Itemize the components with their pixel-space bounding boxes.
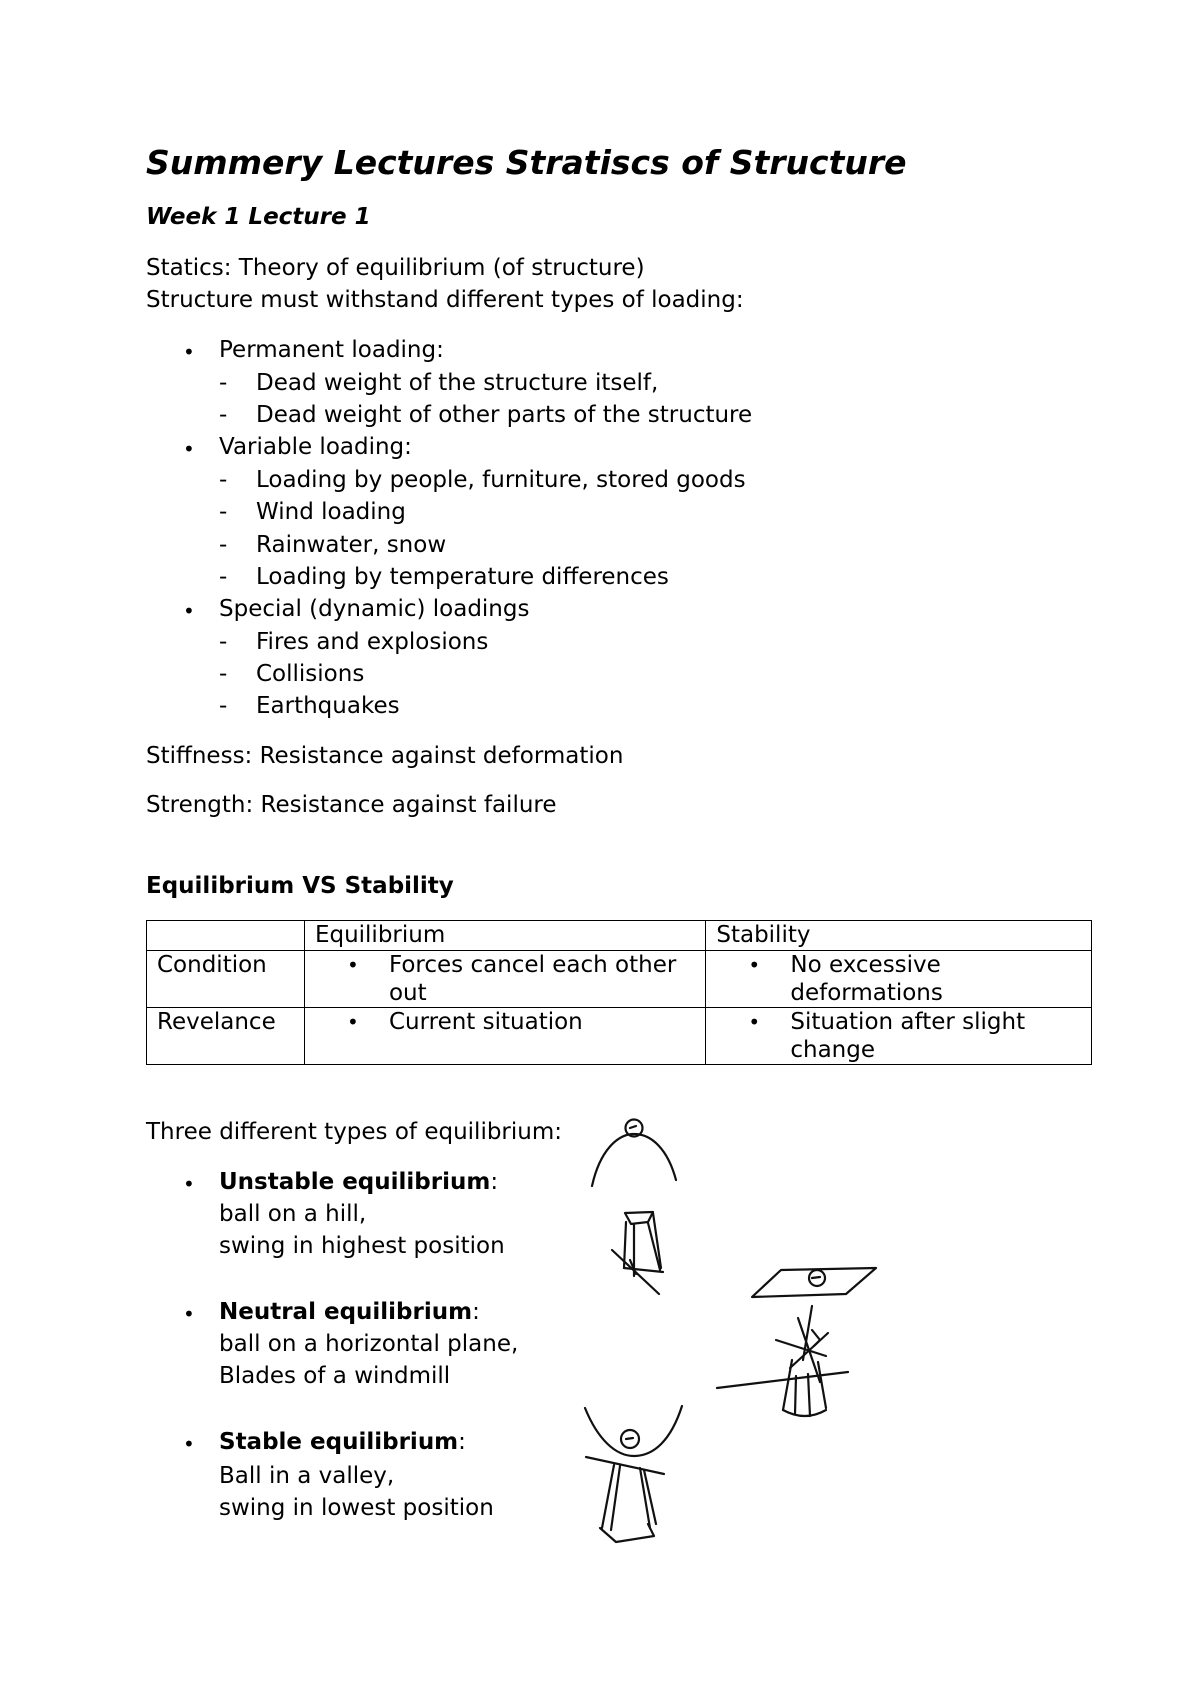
ball-on-hill-icon bbox=[592, 1120, 676, 1187]
loading-type-label: Permanent loading: bbox=[219, 337, 444, 363]
loading-item: Earthquakes bbox=[256, 693, 400, 719]
table-header-cell: Stability bbox=[706, 921, 1092, 951]
loading-item: Loading by people, furniture, stored goods bbox=[256, 467, 746, 493]
stiffness-definition: Stiffness: Resistance against deformation bbox=[146, 743, 624, 769]
dash-icon: - bbox=[219, 402, 228, 428]
dash-icon: - bbox=[219, 532, 228, 558]
dash-icon: - bbox=[219, 564, 228, 590]
bullet-icon: • bbox=[748, 1010, 761, 1034]
bullet-icon: • bbox=[748, 953, 761, 977]
document-title: Summery Lectures Stratiscs of Structure bbox=[146, 143, 907, 182]
equilibrium-type-name: Stable equilibrium bbox=[219, 1429, 459, 1455]
equilibrium-example: Blades of a windmill bbox=[219, 1363, 451, 1389]
equilibrium-example: ball on a horizontal plane, bbox=[219, 1331, 519, 1357]
loading-item: Wind loading bbox=[256, 499, 406, 525]
strength-definition: Strength: Resistance against failure bbox=[146, 792, 557, 818]
swing-low-icon bbox=[586, 1457, 664, 1542]
colon: : bbox=[490, 1169, 499, 1195]
row-label: Condition bbox=[147, 951, 305, 1008]
loading-item: Dead weight of other parts of the structure bbox=[256, 402, 753, 428]
dash-icon: - bbox=[219, 629, 228, 655]
bullet-icon: • bbox=[183, 599, 195, 623]
dash-icon: - bbox=[219, 661, 228, 687]
row-label: Revelance bbox=[147, 1008, 305, 1065]
ball-on-plane-icon bbox=[752, 1268, 876, 1297]
section-heading: Equilibrium VS Stability bbox=[146, 873, 454, 899]
bullet-icon: • bbox=[183, 437, 195, 461]
types-intro: Three different types of equilibrium: bbox=[146, 1119, 563, 1145]
loading-item: Dead weight of the structure itself, bbox=[256, 370, 659, 396]
loading-item: Collisions bbox=[256, 661, 365, 687]
equilibrium-example: Ball in a valley, bbox=[219, 1463, 395, 1489]
bullet-icon: • bbox=[183, 1172, 195, 1196]
cell-text: Forces cancel each other out bbox=[388, 952, 677, 1006]
bullet-icon: • bbox=[183, 340, 195, 364]
dash-icon: - bbox=[219, 499, 228, 525]
loading-item: Rainwater, snow bbox=[256, 532, 447, 558]
colon: : bbox=[458, 1429, 466, 1455]
swing-high-icon bbox=[612, 1212, 663, 1294]
bullet-icon: • bbox=[346, 1010, 359, 1034]
equilibrium-type-name: Unstable equilibrium bbox=[219, 1169, 491, 1195]
equilibrium-type-name: Neutral equilibrium bbox=[219, 1299, 473, 1325]
loading-type-label: Variable loading: bbox=[219, 434, 412, 460]
equilibrium-example: ball on a hill, bbox=[219, 1201, 367, 1227]
dash-icon: - bbox=[219, 467, 228, 493]
intro-structure: Structure must withstand different types of loading: bbox=[146, 287, 744, 313]
colon: : bbox=[472, 1299, 480, 1325]
windmill-icon bbox=[717, 1306, 848, 1416]
bullet-icon: • bbox=[346, 953, 359, 977]
cell-text: No excessive deformations bbox=[790, 952, 943, 1006]
bullet-icon: • bbox=[183, 1432, 195, 1456]
table-header-cell: Equilibrium bbox=[304, 921, 705, 951]
intro-statics: Statics: Theory of equilibrium (of structure) bbox=[146, 255, 645, 281]
dash-icon: - bbox=[219, 693, 228, 719]
ball-in-valley-icon bbox=[585, 1406, 682, 1456]
cell-text: Situation after slight change bbox=[790, 1009, 1026, 1063]
loading-item: Loading by temperature differences bbox=[256, 564, 669, 590]
loading-type-label: Special (dynamic) loadings bbox=[219, 596, 530, 622]
equilibrium-example: swing in lowest position bbox=[219, 1495, 494, 1521]
loading-item: Fires and explosions bbox=[256, 629, 489, 655]
equilibrium-example: swing in highest position bbox=[219, 1233, 505, 1259]
lecture-subtitle: Week 1 Lecture 1 bbox=[146, 204, 371, 230]
bullet-icon: • bbox=[183, 1302, 195, 1326]
cell-text: Current situation bbox=[388, 1009, 583, 1035]
dash-icon: - bbox=[219, 370, 228, 396]
